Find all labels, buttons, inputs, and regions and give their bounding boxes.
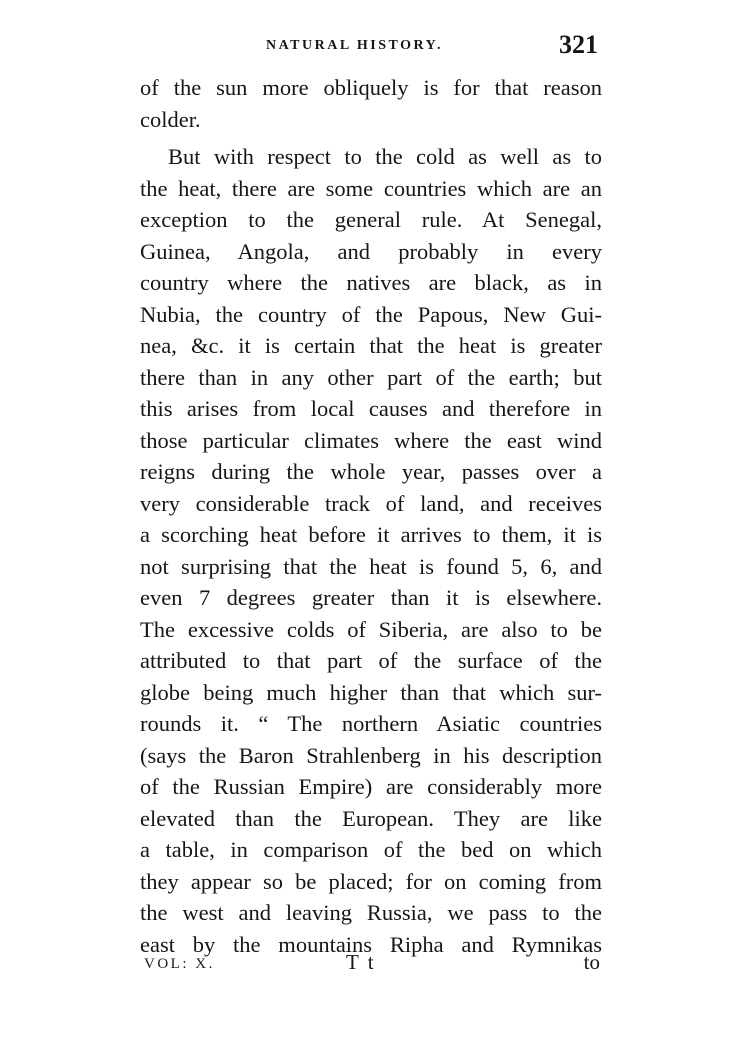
text-line: Guinea, Angola, and probably in every [140, 238, 602, 264]
text-line: there than in any other part of the earth; but [140, 364, 602, 390]
text-line: they appear so be placed; for on coming from [140, 868, 602, 894]
text-line: colder. [140, 106, 201, 132]
body-text [140, 72, 602, 960]
page-number: 321 [559, 30, 598, 59]
text-line: of the sun more obliquely is for that reason [140, 75, 602, 100]
text-line: reigns during the whole year, passes over a [140, 459, 602, 484]
text-line: country where the natives are black, as in [140, 270, 602, 295]
text-line: the heat, there are some countries which are an [140, 175, 602, 201]
text-line: Nubia, the country of the Papous, New Gui- [140, 301, 602, 327]
text-line: The excessive colds of Siberia, are also to be [140, 616, 602, 642]
text-line: those particular climates where the east wind [140, 427, 602, 453]
text-line: the west and leaving Russia, we pass to the [140, 900, 602, 925]
signature-mark: T t [346, 950, 376, 974]
text-line: very considerable track of land, and receives [140, 490, 602, 516]
text-line: even 7 degrees greater than it is elsewhere. [140, 585, 602, 610]
text-line: exception to the general rule. At Senegal, [140, 207, 602, 232]
text-line: But with respect to the cold as well as to [168, 144, 602, 169]
text-line: rounds it. “ The northern Asiatic countries [140, 711, 602, 736]
page-header [140, 30, 600, 64]
text-line: elevated than the European. They are like [140, 805, 602, 831]
text-line: not surprising that the heat is found 5, 6, and [140, 553, 602, 579]
text-line: this arises from local causes and therefore in [140, 396, 602, 421]
running-head: NATURAL HISTORY. [266, 38, 443, 53]
text-line: (says the Baron Strahlenberg in his description [140, 742, 602, 768]
text-line: of the Russian Empire) are considerably more [140, 774, 602, 799]
catchword: to [583, 950, 600, 974]
text-line: nea, &c. it is certain that the heat is greater [140, 333, 602, 358]
volume-label: VOL: X. [144, 956, 215, 972]
text-line: a table, in comparison of the bed on which [140, 837, 602, 862]
text-line: east by the mountains Ripha and Rymnikas [140, 931, 602, 957]
text-line: globe being much higher than that which sur- [140, 679, 602, 705]
text-line: attributed to that part of the surface of the [140, 648, 602, 673]
page-footer [140, 950, 602, 980]
text-line: a scorching heat before it arrives to them, it is [140, 522, 602, 547]
